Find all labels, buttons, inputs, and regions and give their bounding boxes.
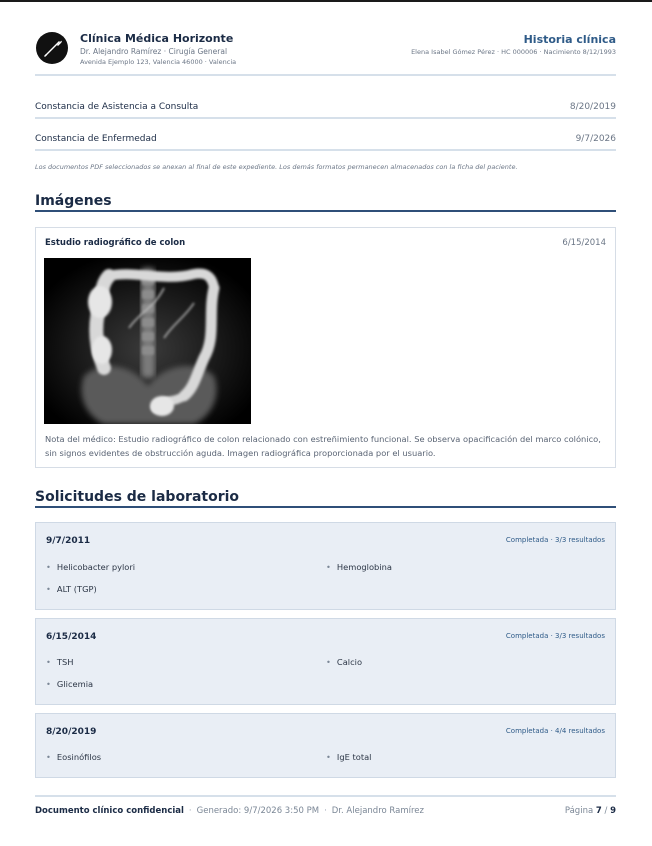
patient-info: Elena Isabel Gómez Pérez · HC 000006 · Nacimiento 8/12/1993 — [411, 48, 616, 56]
image-card — [35, 227, 616, 468]
image-note: Nota del médico: Estudio radiográfico de colon relacionado con estreñimiento funcional. Se observa opacificación del marco colónico, sin signos evidentes de obstrucción aguda. Imagen radiográfica proporcionada por el usuario. — [45, 434, 601, 458]
page-number: Página 7 / 9 — [564, 806, 616, 816]
record-title: Historia clínica — [523, 33, 616, 46]
doctor-line: Dr. Alejandro Ramírez · Cirugía General — [80, 47, 228, 56]
lab-request-date: 9/7/2011 — [46, 536, 91, 546]
document-name: Constancia de Asistencia a Consulta — [35, 102, 199, 112]
footer-doctor: Dr. Alejandro Ramírez — [331, 806, 424, 816]
document-row[interactable] — [35, 127, 616, 151]
page-header — [35, 30, 616, 76]
lab-request-card — [35, 522, 616, 610]
lab-test-item: • Calcio — [326, 657, 363, 667]
lab-request-date: 6/15/2014 — [46, 632, 97, 642]
document-date: 9/7/2026 — [575, 134, 616, 144]
lab-test-item: • IgE total — [326, 752, 372, 762]
lab-test-item: • Eosinófilos — [46, 752, 102, 762]
top-border — [0, 0, 652, 2]
lab-test-item: • Helicobacter pylori — [46, 562, 136, 572]
images-section-title: Imágenes — [35, 193, 616, 212]
lab-test-item: • TSH — [46, 657, 74, 667]
lab-test-item: • ALT (TGP) — [46, 584, 97, 594]
scalpel-icon — [36, 32, 68, 64]
lab-test-item: • Glicemia — [46, 679, 94, 689]
lab-test-item: • Hemoglobina — [326, 562, 392, 572]
lab-section-title: Solicitudes de laboratorio — [35, 489, 616, 508]
generated-timestamp: Generado: 9/7/2026 3:50 PM — [196, 806, 320, 816]
document-name: Constancia de Enfermedad — [35, 134, 157, 144]
lab-request-status: Completada · 3/3 resultados — [505, 536, 605, 544]
footer-info: Documento clínico confidencial · Generado: 9/7/2026 3:50 PM · Dr. Alejandro Ramírez — [35, 806, 424, 816]
page-footer — [35, 795, 616, 825]
image-date: 6/15/2014 — [562, 238, 606, 248]
document-date: 8/20/2019 — [569, 102, 616, 112]
image-title: Estudio radiográfico de colon — [45, 238, 186, 248]
lab-request-card — [35, 618, 616, 705]
xray-image[interactable] — [44, 258, 251, 424]
confidential-label: Documento clínico confidencial — [35, 806, 184, 816]
clinic-name: Clínica Médica Horizonte — [80, 32, 234, 45]
document-row[interactable] — [35, 95, 616, 119]
lab-request-card — [35, 713, 616, 778]
address-line: Avenida Ejemplo 123, Valencia 46000 · Valencia — [80, 58, 237, 66]
lab-request-date: 8/20/2019 — [46, 727, 97, 737]
lab-request-status: Completada · 4/4 resultados — [505, 727, 605, 735]
documents-note: Los documentos PDF seleccionados se anexan al final de este expediente. Los demás formatos permanecen almacenados con la ficha del paciente. — [35, 163, 518, 171]
lab-request-status: Completada · 3/3 resultados — [505, 632, 605, 640]
